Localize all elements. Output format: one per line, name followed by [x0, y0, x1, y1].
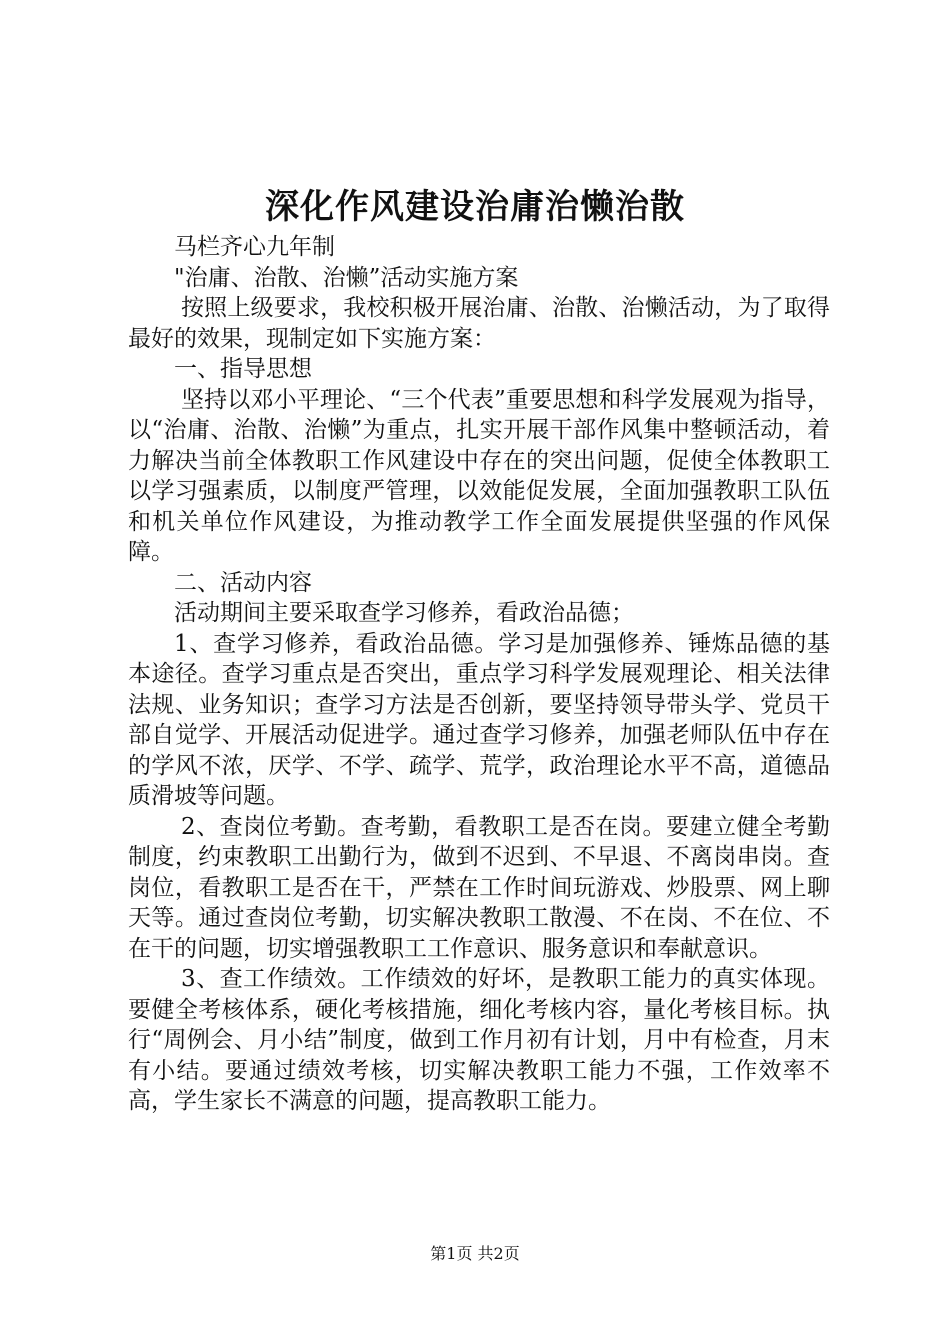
item-1-paragraph: 1、查学习修养，看政治品德。学习是加强修养、锤炼品德的基本途径。查学习重点是否突出，重点学习科学发展观理论、相关法律法规、业务知识；查学习方法是否创新，要坚持领导带头学、党员干部自觉学、开展活动促进学。通过查学习修养，加强老师队伍中存在的学风不浓，厌学、不学、疏学、荒学，政治理论水平不高，道德品质滑坡等问题。 [128, 630, 830, 809]
page-footer: 第1页 共2页 [430, 1244, 520, 1263]
activity-summary-paragraph: 活动期间主要采取查学习修养，看政治品德； [174, 600, 634, 626]
intro-paragraph: 按照上级要求，我校积极开展治庸、治散、治懒活动，为了取得最好的效果，现制定如下实施方案： [128, 295, 830, 352]
item-2-paragraph: 2、查岗位考勤。查考勤，看教职工是否在岗。要建立健全考勤制度，约束教职工出勤行为，做到不迟到、不早退、不离岗串岗。查岗位，看教职工是否在干，严禁在工作时间玩游戏、炒股票、网上聊天等。通过查岗位考勤，切实解决教职工散漫、不在岗、不在位、不在干的问题，切实增强教职工工作意识、服务意识和奉献意识。 [128, 813, 830, 962]
section-heading-guiding-ideology: 一、指导思想 [174, 356, 312, 382]
guiding-ideology-paragraph: 坚持以邓小平理论、“三个代表”重要思想和科学发展观为指导，以“治庸、治散、治懒”为重点，扎实开展干部作风集中整顿活动，着力解决当前全体教职工作风建设中存在的突出问题，促使全体教职工以学习强素质，以制度严管理，以效能促发展，全面加强教职工队伍和机关单位作风建设，为推动教学工作全面发展提供坚强的作风保障。 [128, 386, 830, 565]
plan-title: "治庸、治散、治懒”活动实施方案 [174, 264, 519, 291]
section-heading-activity-content: 二、活动内容 [174, 569, 312, 596]
document-title: 深化作风建设治庸治懒治散 [265, 187, 685, 227]
item-3-paragraph: 3、查工作绩效。工作绩效的好坏，是教职工能力的真实体现。要健全考核体系，硬化考核措施，细化考核内容，量化考核目标。执行“周例会、月小结”制度，做到工作月初有计划，月中有检查，月末有小结。要通过绩效考核，切实解决教职工能力不强，工作效率不高，学生家长不满意的问题，提高教职工能力。 [128, 966, 830, 1114]
document-body [128, 232, 830, 1117]
school-name: 马栏齐心九年制 [174, 234, 335, 260]
